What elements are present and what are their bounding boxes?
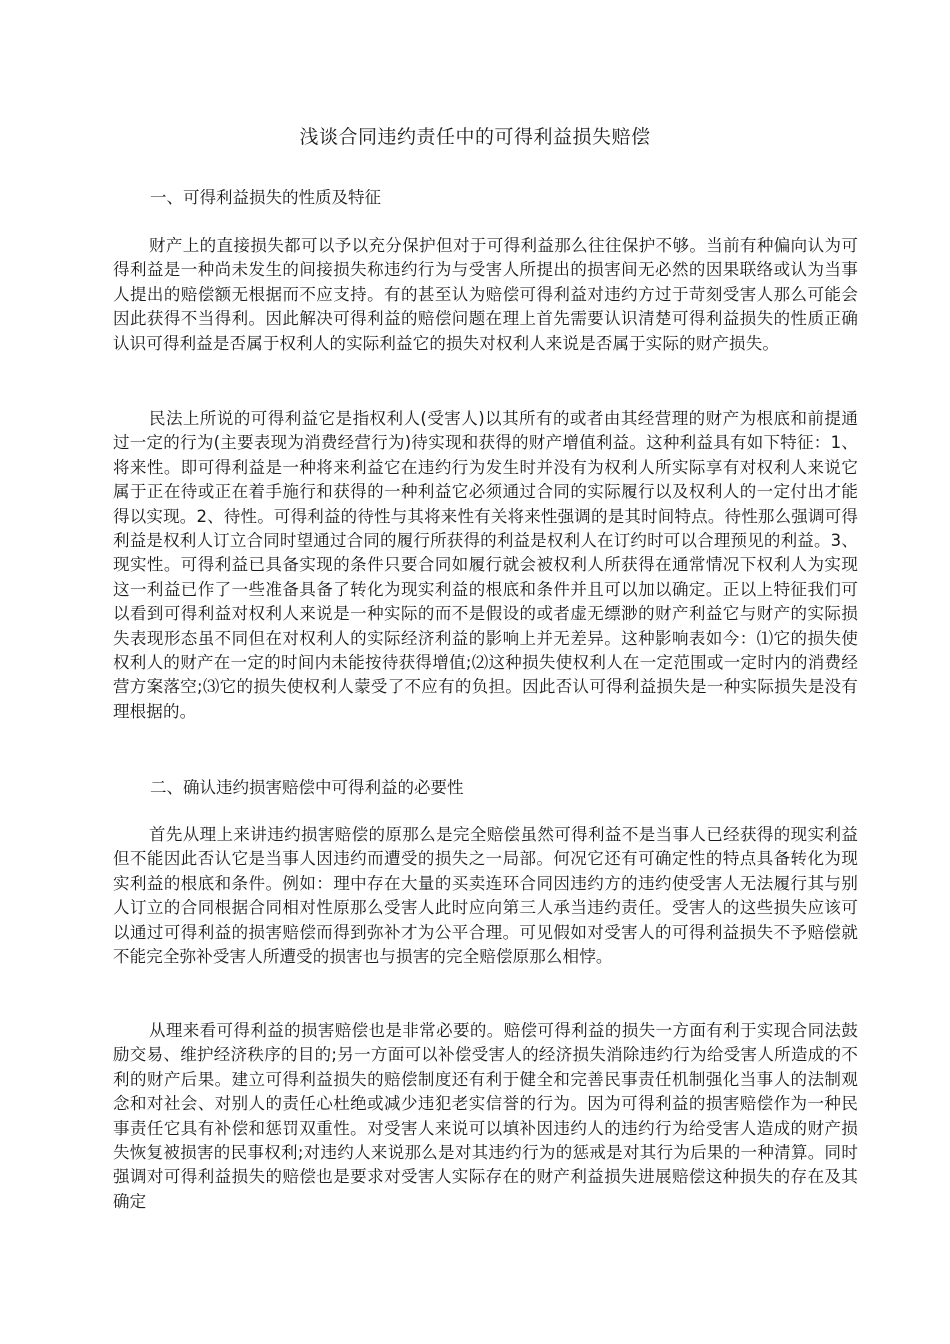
paragraph-2: 民法上所说的可得利益它是指权利人(受害人)以其所有的或者由其经营理的财产为根底和前提通过一定的行为(主要表现为消费经营行为)待实现和获得的财产增值利益。这种利益具有如下特征：1、将来性。即可得利益是一种将来利益它在违约行为发生时并没有为权利人所实际享有对权利人来说它属于正在待或正在着手施行和获得的一种利益它必须通过合同的实际履行以及权利人的一定付出才能得以实现。2、待性。可得利益的待性与其将来性有关将来性强调的是其时间特点。待性那么强调可得利益是权利人订立合同时望通过合同的履行所获得的利益是权利人在订约时可以合理预见的利益。3、现实性。可得利益已具备实现的条件只要合同如履行就会被权利人所获得在通常情况下权利人为实现这一利益已作了一些准备具备了转化为现实利益的根底和条件并且可以加以确定。正以上特征我们可以看到可得利益对权利人来说是一种实际的而不是假设的或者虚无缥渺的财产利益它与财产的实际损失表现形态虽不同但在对权利人的实际经济利益的影响上并无差异。这种影响表如今：⑴它的损失使权利人的财产在一定的时间内未能按待获得增值;⑵这种损失使权利人在一定范围或一定时内的消费经营方案落空;⑶它的损失使权利人蒙受了不应有的负担。因此否认可得利益损失是一种实际损失是没有理根据的。 <box>113 409 858 721</box>
section-heading-1: 一、可得利益损失的性质及特征 <box>150 188 381 207</box>
document-title: 浅谈合同违约责任中的可得利益损失赔偿 <box>299 126 651 148</box>
paragraph-3: 首先从理上来讲违约损害赔偿的原那么是完全赔偿虽然可得利益不是当事人已经获得的现实利益但不能因此否认它是当事人因违约而遭受的损失之一局部。何况它还有可确定性的特点具备转化为现实利益的根底和条件。例如：理中存在大量的买卖连环合同因违约方的违约使受害人无法履行其与别人订立的合同根据合同相对性原那么受害人此时应向第三人承当违约责任。受害人的这些损失应该可以通过可得利益的损害赔偿而得到弥补才为公平合理。可见假如对受害人的可得利益损失不予赔偿就不能完全弥补受害人所遭受的损害也与损害的完全赔偿原那么相悖。 <box>113 825 858 967</box>
paragraph-1: 财产上的直接损失都可以予以充分保护但对于可得利益那么往往保护不够。当前有种偏向认为可得利益是一种尚未发生的间接损失称违约行为与受害人所提出的损害间无必然的因果联络或认为当事人提出的赔偿额无根据而不应支持。有的甚至认为赔偿可得利益对违约方过于苛刻受害人那么可能会因此获得不当得利。因此解决可得利益的赔偿问题在理上首先需要认识清楚可得利益损失的性质正确认识可得利益是否属于权利人的实际利益它的损失对权利人来说是否属于实际的财产损失。 <box>113 236 858 353</box>
section-heading-2: 二、确认违约损害赔偿中可得利益的必要性 <box>150 778 464 797</box>
paragraph-4: 从理来看可得利益的损害赔偿也是非常必要的。赔偿可得利益的损失一方面有利于实现合同法鼓励交易、维护经济秩序的目的;另一方面可以补偿受害人的经济损失消除违约行为给受害人所造成的不利的财产后果。建立可得利益损失的赔偿制度还有利于健全和完善民事责任机制强化当事人的法制观念和对社会、对别人的责任心杜绝或减少违犯老实信誉的行为。因为可得利益的损害赔偿作为一种民事责任它具有补偿和惩罚双重性。对受害人来说可以填补因违约人的违约行为给受害人造成的财产损失恢复被损害的民事权利;对违约人来说那么是对其违约行为的惩戒是对其行为后果的一种清算。同时强调对可得利益损失的赔偿也是要求对受害人实际存在的财产利益损失进展赔偿这种损失的存在及其确定 <box>113 1021 858 1211</box>
